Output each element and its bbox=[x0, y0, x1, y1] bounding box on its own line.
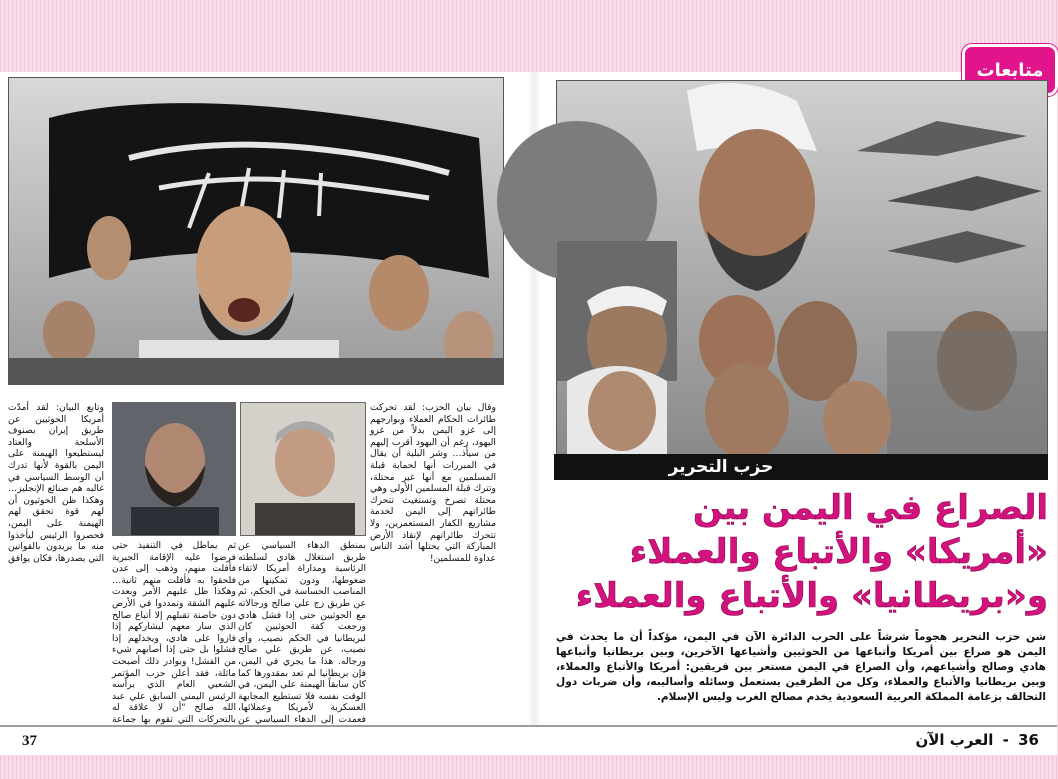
bottom-decorative-band bbox=[0, 755, 1057, 779]
page-number-left: 37 bbox=[22, 733, 37, 749]
article-lead: شن حزب التحرير هجوماً شرشاً على الحرب الدائرة الآن في اليمن، مؤكداً أن ما يحدث في اليمن هو صراع بين أمريكا وأتباعها من الحوثيين وأشياعها الآخرين، وبين بريطانيا وأتباعها هادي وصالح وأشياعهم، وأن الصراع في اليمن مستعر بين فريقين: أمريكا والأتباع والعملاء، وبين بريطانيا والأتباع والعملاء، وكل من الطرفين يستعمل وسائله وأساليبه، وأن ضربات دول التحالف بزعامة المملكة العربية السعودية يخدم مصالح الغرب وليس الإسلام. bbox=[556, 631, 1046, 703]
folio-bar bbox=[0, 725, 1057, 757]
section-tag: متابعات bbox=[962, 44, 1058, 96]
portrait-bearded-man bbox=[112, 402, 236, 536]
collage-drawing bbox=[557, 81, 1047, 455]
article-paragraph: ثم يماطل في التنفيذ حتى فرضوا عليه الإقامة الجبرية فأفلت منهم، وذهب إلى عدن فلحقوا به فأفلت منهم ثانية… وهكذا ظل عليهم الأمر وبعدت عليهم الشقة وتمددوا في الأرض دون حاضنة تقبلهم إلا أتباع صالح الذي سار معهم ليشاركهم إذا فازوا على هادي، ويخذلهم إذا فشلوا بل حتى إذا أصابهم شيء من الفشل! وبوادر ذلك أصبحت ماثلة، فقد أعلن حزب المؤتمر الشعبي العام الذي يرأسه الرئيس اليمني السابق علي عبد الله صالح "أن لا علاقة له بالتحركات التي تقوم بها جماعة bbox=[112, 540, 236, 725]
article-paragraph: بمنطق الدهاء السياسي عن طريق استغلال هادي لسلطته الرئاسية ومداراة أمريكا لاتقاء ضغوطها، ودون تمكينها من المناصب الحساسة في الحكم، ثم عن طريق زج علي صالح ورجالاته مع الحوثيين حتى إذا فشل هادي ورجعت كفة الحوثيين كان لبريطانيا في الحكم نصيب، وأي نصيب، عن طريق علي صالح ورجاله. هذا ما يجري في اليمن، فإن بريطانيا لم تعد بمقدورها كما كان سابقاً الهيمنة على اليمن، في الوقت نفسه فلا تستطيع المجابهة العسكرية لأمريكا وعملائها، فعمدت إلى الدهاء السياسي عن bbox=[238, 540, 366, 725]
photo-caption: حزب التحرير bbox=[668, 457, 774, 477]
top-decorative-band bbox=[0, 0, 1057, 72]
article-column-2 bbox=[238, 540, 366, 725]
protest-photo bbox=[8, 77, 504, 385]
page-number-right: 36 bbox=[1018, 731, 1039, 749]
folio-right bbox=[911, 731, 1039, 749]
protest-photo-drawing bbox=[9, 78, 503, 384]
portrait-2-drawing bbox=[241, 403, 365, 535]
magazine-name: العرب الآن bbox=[915, 731, 994, 749]
portrait-1-drawing bbox=[113, 403, 235, 535]
article-headline: الصراع في اليمن بين «أمريكا» والأتباع والعملاء و«بريطانيا» والأتباع والعملاء bbox=[575, 488, 1048, 616]
article-column-4 bbox=[8, 402, 104, 722]
article-paragraph: وقال بيان الحزب: لقد تحركت طائرات الحكام العملاء وبوارجهم إلى غزو اليمن بدلاً من غزو اليهود، رغم أن اليهود أقرب إليهم من سيأذ… وشر البلية أن يقال في المبررات أنها لحماية قبلة المسلمين مع أنها غير محتلة، وتترك قبلة المسلمين الأولى وهي محتلة تصرخ وتستغيث تتحرك طائراتهم إلى اليمن لخدمة مشاريع الكفار المستعمرين، ولا تتحرك طائراتهم لإنقاذ الأرض المباركة التي يحتلها أشد الناس عداوة للمسلمين! bbox=[370, 402, 496, 564]
portrait-grey-hair-man bbox=[240, 402, 366, 536]
article-column-3 bbox=[112, 540, 236, 725]
leaders-collage-photo bbox=[556, 80, 1048, 456]
folio-separator: - bbox=[1002, 731, 1009, 749]
photo-caption-band bbox=[554, 454, 1048, 480]
article-column-1 bbox=[370, 402, 496, 722]
article-paragraph: وتابع البيان: لقد أمدّت أمريكا الحوثيين عن طريق إيران بصنوف الأسلحة والعتاد ليستطيعوا الهيمنة على اليمن بالقوة لأنها تدرك أن الوسط السياسي في غالبه هم صنائع الإنجليز… وهكذا ظن الحوثيون أن لهم قوة تحقق لهم الهيمنة على اليمن، فحصروا الرئيس ليأخذوا منه ما يريدون بالقوانين التي يصدرها، فكان يوافق bbox=[8, 402, 104, 564]
